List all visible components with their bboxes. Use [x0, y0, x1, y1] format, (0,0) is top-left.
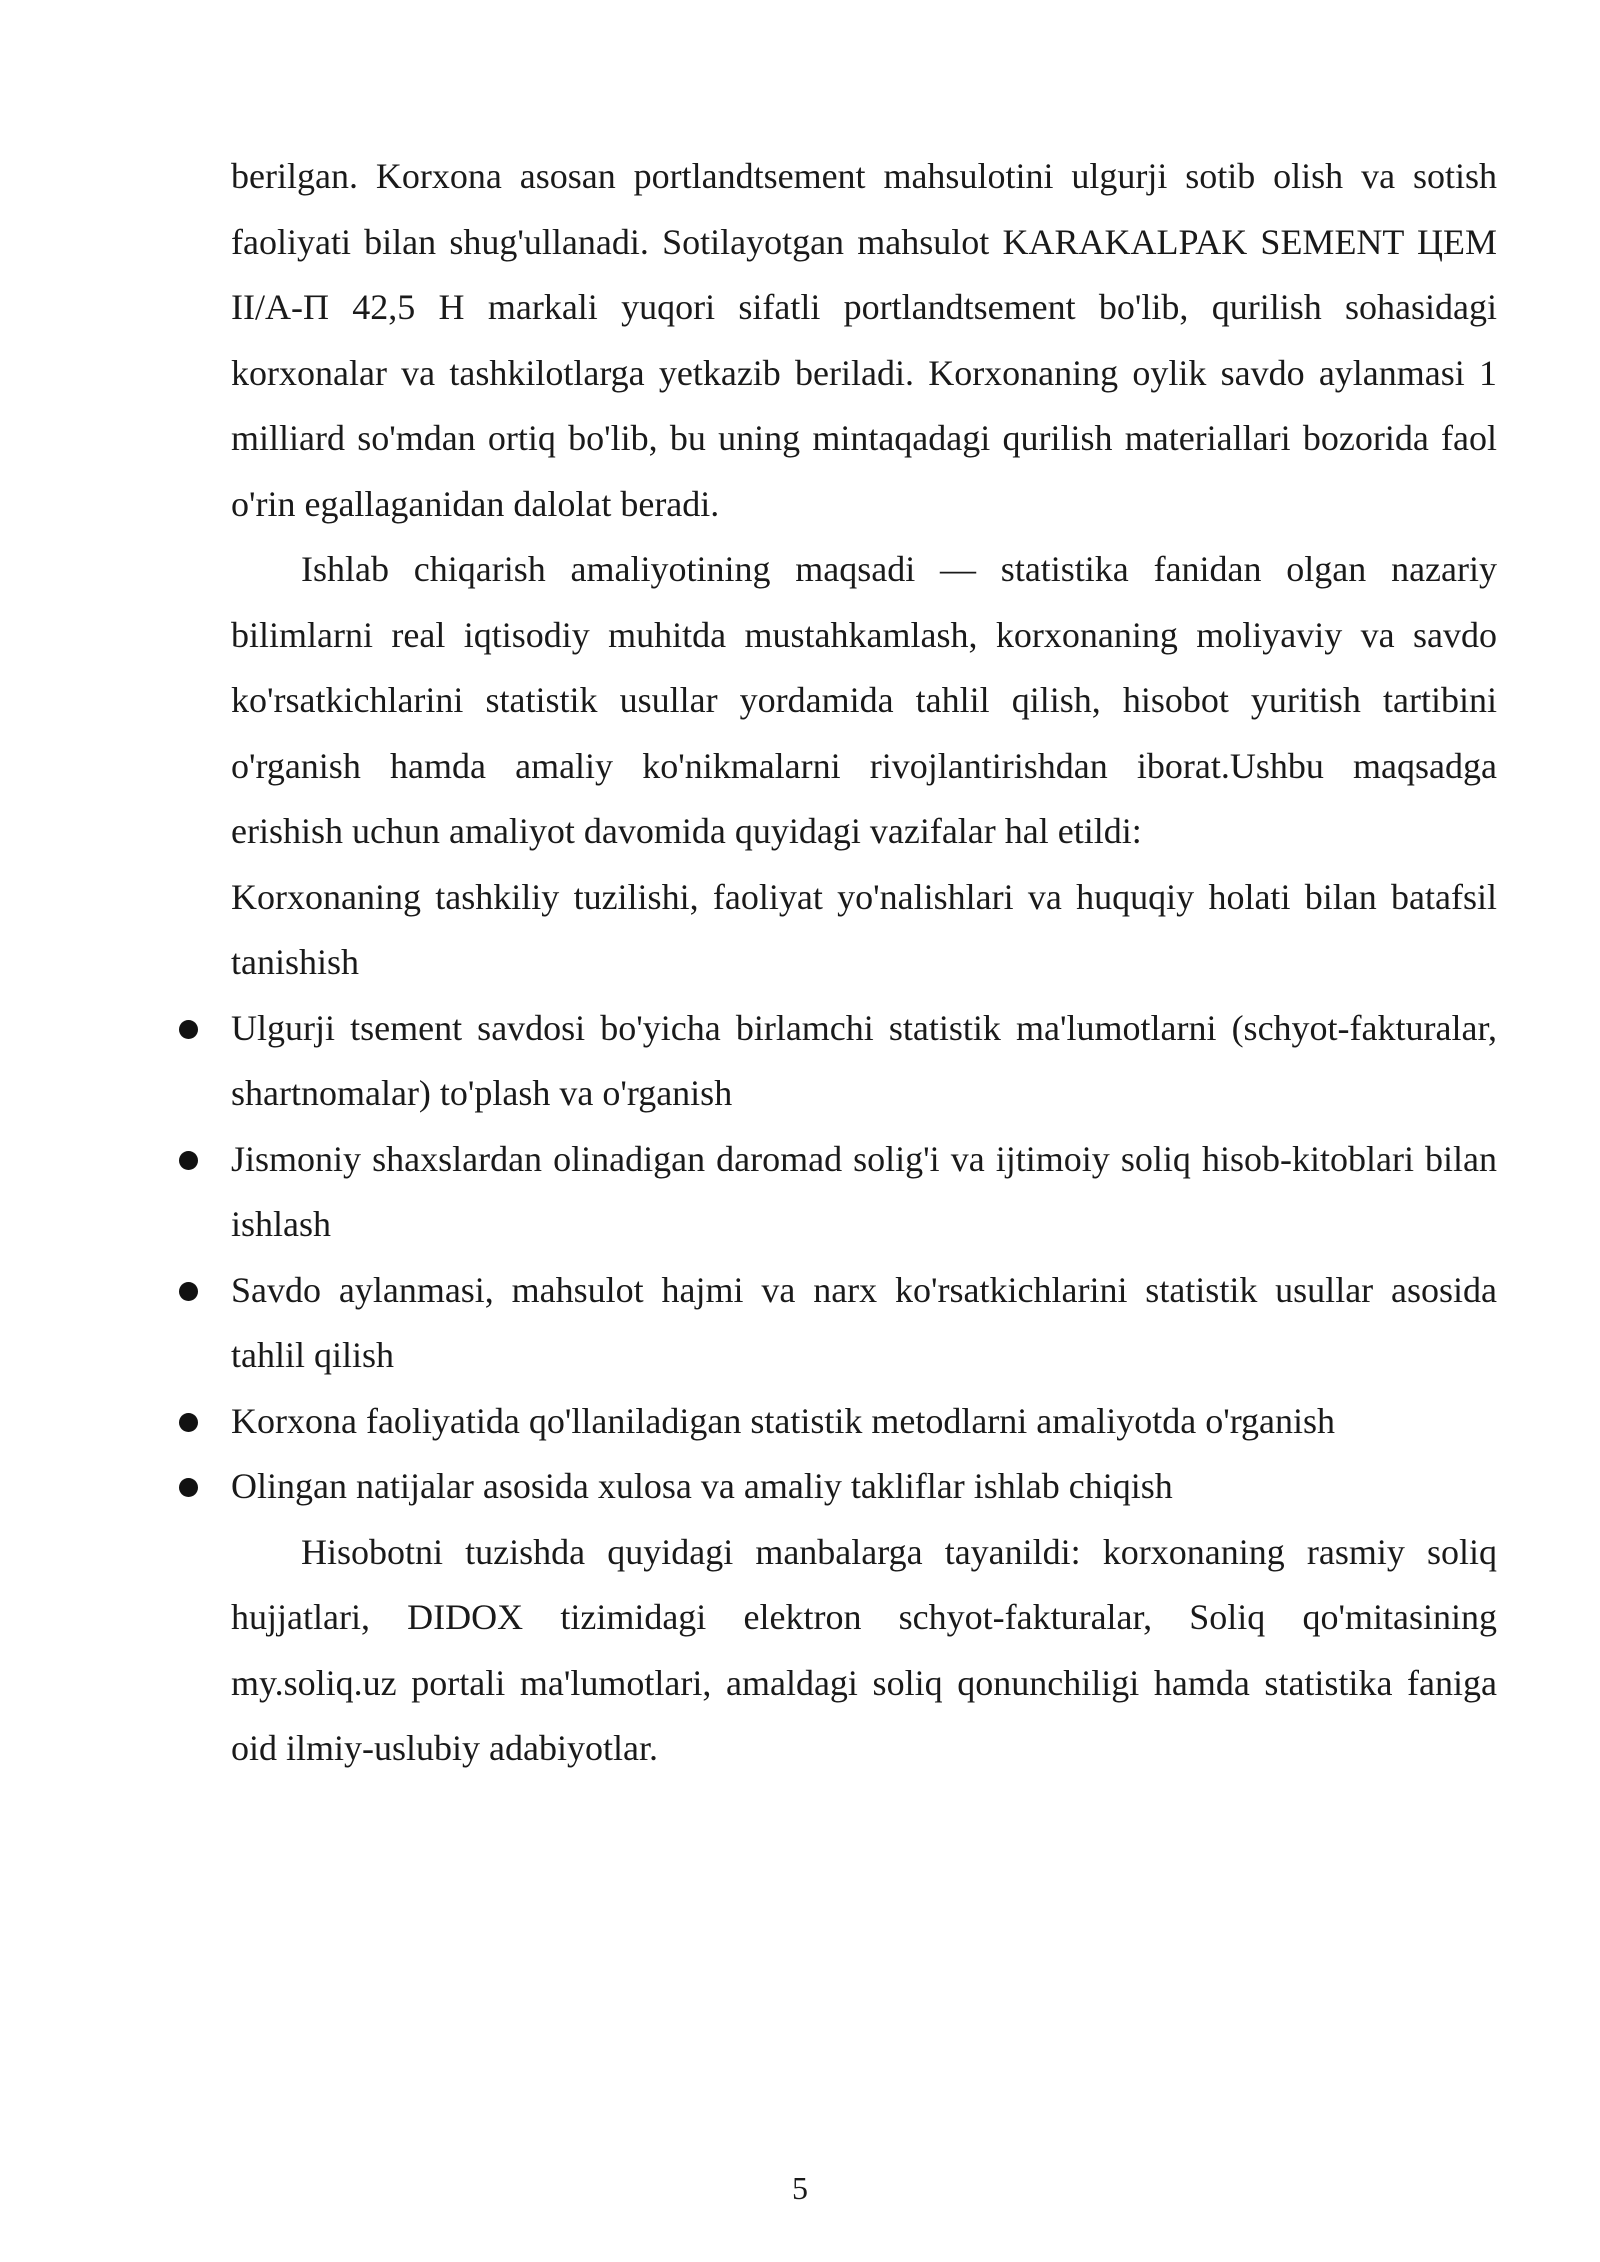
page-body [231, 144, 1497, 1782]
bullet-icon [179, 1478, 198, 1497]
list-item [231, 996, 1497, 1127]
task-bullet-list [231, 996, 1497, 1520]
list-item [231, 1454, 1497, 1520]
list-item [231, 1127, 1497, 1258]
list-item [231, 1258, 1497, 1389]
bullet-icon [179, 1151, 198, 1170]
list-item-text: Olingan natijalar asosida xulosa va amaliy takliflar ishlab chiqish [231, 1466, 1173, 1506]
paragraph-sources: Hisobotni tuzishda quyidagi manbalarga tayanildi: korxonaning rasmiy soliq hujjatlari, DIDOX tizimidagi elektron schyot-fakturalar, Soliq qo'mitasining my.soliq.uz portali ma'lumotlari, amaldagi soliq qonunchiligi hamda statistika faniga oid ilmiy-uslubiy adabiyotlar. [231, 1531, 1497, 1768]
bullet-icon [179, 1282, 198, 1301]
list-item-text: Jismoniy shaxslardan olinadigan daromad solig'i va ijtimoiy soliq hisob-kitoblari bilan ishlash [231, 1138, 1497, 1244]
bullet-icon [179, 1413, 198, 1432]
paragraph-task-intro: Korxonaning tashkiliy tuzilishi, faoliyat yo'nalishlari va huquqiy holati bilan batafsil tanishish [231, 876, 1497, 982]
paragraph-company-intro: berilgan. Korxona asosan portlandtsement mahsulotini ulgurji sotib olish va sotish faoliyati bilan shug'ullanadi. Sotilayotgan mahsulot KARAKALPAK SEMENT ЦЕМ II/А-П 42,5 Н markali yuqori sifatli portlandtsement bo'lib, qurilish sohasidagi korxonalar va tashkilotlarga yetkazib beriladi. Korxonaning oylik savdo aylanmasi 1 milliard so'mdan ortiq bo'lib, bu uning mintaqadagi qurilish materiallari bozorida faol o'rin egallaganidan dalolat beradi. [231, 156, 1497, 524]
list-item-text: Savdo aylanmasi, mahsulot hajmi va narx ko'rsatkichlarini statistik usullar asosida tahlil qilish [231, 1269, 1497, 1375]
bullet-icon [179, 1020, 198, 1039]
page-number: 5 [792, 2170, 808, 2206]
paragraph-practice-goal: Ishlab chiqarish amaliyotining maqsadi — statistika fanidan olgan nazariy bilimlarni real iqtisodiy muhitda mustahkamlash, korxonaning moliyaviy va savdo ko'rsatkichlarini statistik usullar yordamida tahlil qilish, hisobot yuritish tartibini o'rganish hamda amaliy ko'nikmalarni rivojlantirishdan iborat.Ushbu maqsadga erishish uchun amaliyot davomida quyidagi vazifalar hal etildi: [231, 549, 1497, 851]
list-item-text: Korxona faoliyatida qo'llaniladigan statistik metodlarni amaliyotda o'rganish [231, 1400, 1336, 1441]
list-item-text: Ulgurji tsement savdosi bo'yicha birlamchi statistik ma'lumotlarni (schyot-fakturalar, shartnomalar) to'plash va o'rganish [231, 1007, 1497, 1113]
list-item [231, 1389, 1497, 1455]
